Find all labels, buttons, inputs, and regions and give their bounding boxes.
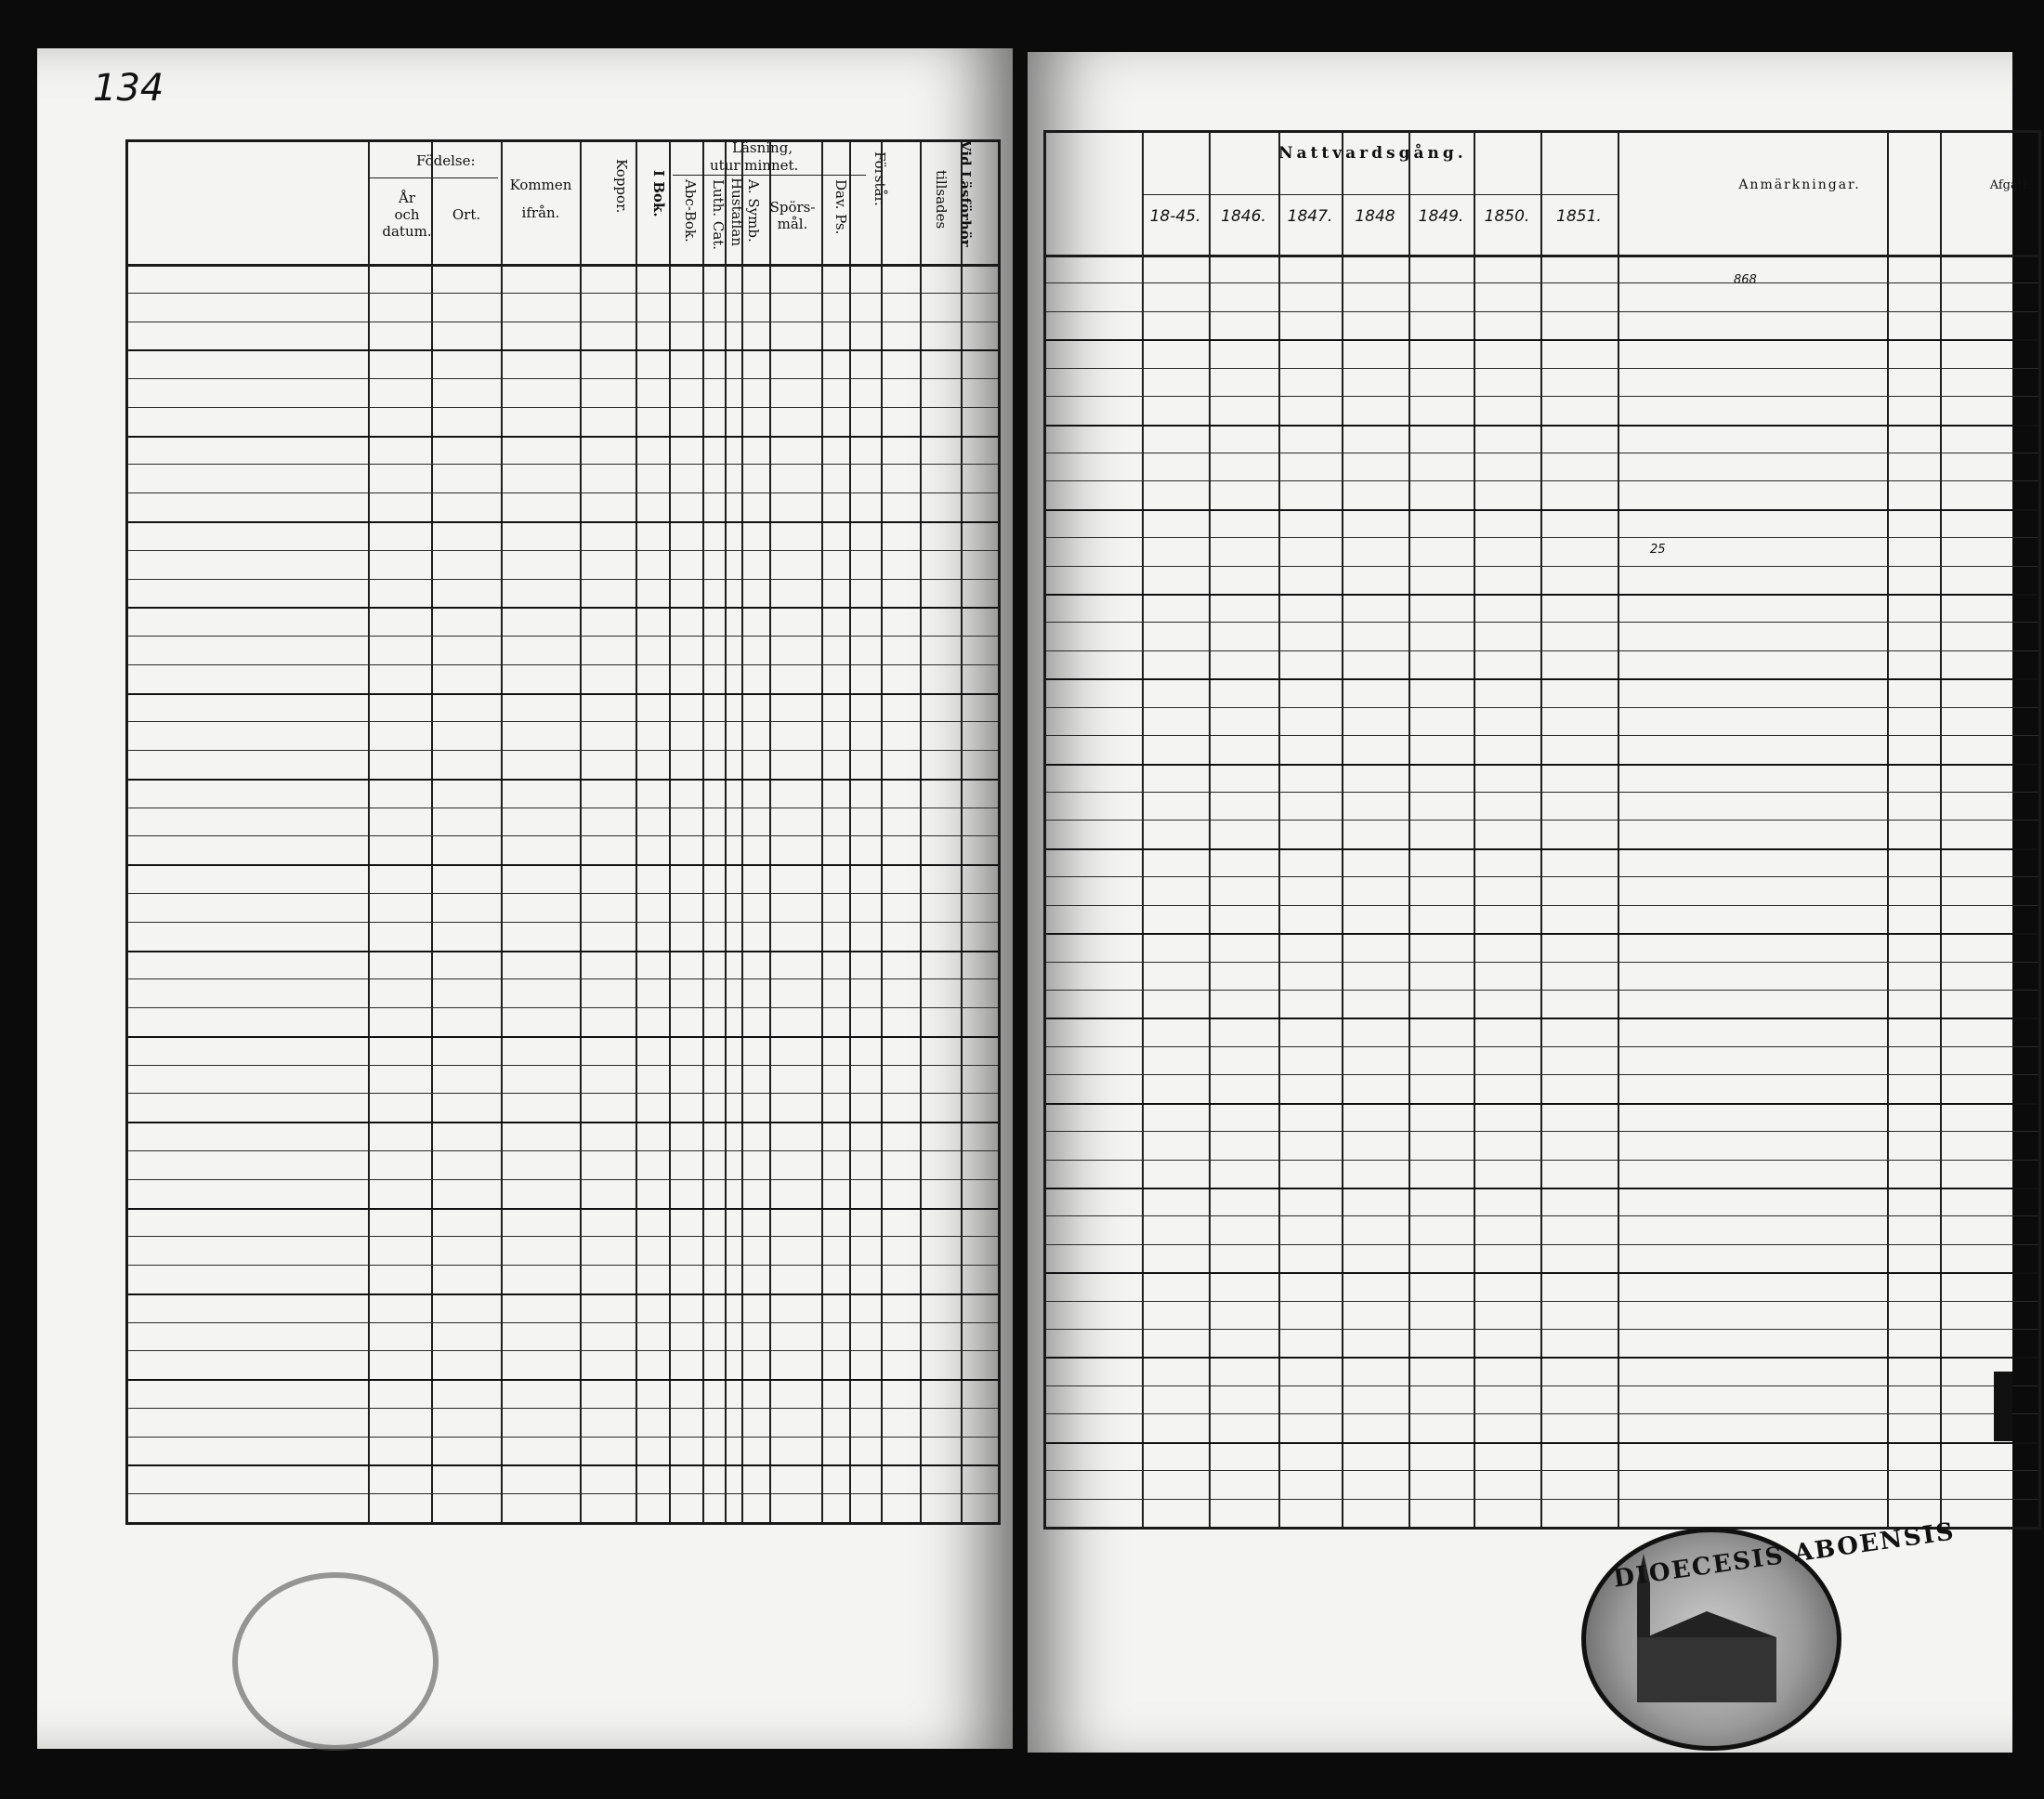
- right-row-line-21: [1046, 848, 2038, 850]
- left-row-line-41: [128, 1437, 998, 1438]
- i-bok-label: I Bok.: [650, 170, 667, 217]
- right-row-line-37: [1046, 1301, 2038, 1302]
- right-row-line-36: [1046, 1272, 2038, 1274]
- right-page: [1028, 52, 2032, 1753]
- anmarkningar-heading: Anmärkningar.: [1738, 177, 1861, 192]
- diocese-seal-stamp: [1581, 1517, 1958, 1751]
- year-3: 1847.: [1287, 207, 1333, 226]
- a-symb-label: A. Symb.: [745, 179, 762, 243]
- year-6: 1850.: [1484, 207, 1530, 226]
- right-row-line-17: [1046, 735, 2038, 736]
- left-row-line-1: [128, 293, 998, 294]
- right-row-line-4: [1046, 368, 2038, 369]
- left-row-line-40: [128, 1408, 998, 1409]
- right-row-line-28: [1046, 1046, 2038, 1047]
- left-row-line-6: [128, 436, 998, 438]
- left-parish-stamp: [232, 1572, 439, 1751]
- right-note-2: 25: [1650, 543, 1666, 557]
- right-row-line-18: [1046, 764, 2038, 766]
- right-row-line-35: [1046, 1244, 2038, 1245]
- left-row-line-31: [128, 1150, 998, 1151]
- left-row-line-32: [128, 1179, 998, 1180]
- left-row-line-8: [128, 492, 998, 493]
- left-row-line-20: [128, 835, 998, 836]
- right-row-line-26: [1046, 990, 2038, 991]
- left-row-line-5: [128, 407, 998, 408]
- left-row-line-17: [128, 750, 998, 751]
- left-row-line-14: [128, 664, 998, 665]
- right-row-line-20: [1046, 820, 2038, 821]
- left-row-line-30: [128, 1122, 998, 1123]
- right-row-line-44: [1046, 1499, 2038, 1500]
- fodelse-heading: Födelse:: [416, 152, 476, 169]
- left-row-line-4: [128, 378, 998, 379]
- luth-cat-label: Luth. Cat.: [710, 179, 727, 251]
- left-row-line-23: [128, 922, 998, 923]
- left-row-line-16: [128, 721, 998, 722]
- left-row-line-10: [128, 550, 998, 551]
- right-row-line-29: [1046, 1074, 2038, 1075]
- year-5: 1849.: [1418, 207, 1464, 226]
- right-row-line-9: [1046, 509, 2038, 511]
- left-row-line-15: [128, 693, 998, 695]
- left-row-line-26: [128, 1007, 998, 1008]
- left-row-line-18: [128, 779, 998, 781]
- koppor-label: Koppor.: [613, 159, 630, 214]
- left-row-line-25: [128, 978, 998, 979]
- left-page: [37, 48, 1013, 1749]
- right-row-line-40: [1046, 1385, 2038, 1386]
- left-row-line-42: [128, 1464, 998, 1466]
- nattvardsgang-heading: Nattvardsgång.: [1278, 144, 1467, 163]
- left-register-table: [125, 139, 1001, 1525]
- left-row-line-34: [128, 1236, 998, 1237]
- left-row-lines: [128, 139, 998, 1522]
- right-row-line-8: [1046, 480, 2038, 481]
- right-row-line-19: [1046, 792, 2038, 793]
- left-row-line-13: [128, 636, 998, 637]
- year-1: 18-45.: [1149, 207, 1201, 226]
- sporsmal-label-1: Spörs-: [769, 199, 816, 216]
- right-row-line-32: [1046, 1160, 2038, 1161]
- left-row-line-29: [128, 1093, 998, 1094]
- right-row-line-14: [1046, 650, 2038, 651]
- utur-minnet-heading: utur minnet.: [710, 157, 799, 174]
- right-row-line-5: [1046, 396, 2038, 397]
- right-row-line-15: [1046, 678, 2038, 680]
- lasning-heading: Läsning,: [732, 139, 793, 156]
- right-row-line-30: [1046, 1103, 2038, 1105]
- right-row-line-6: [1046, 425, 2038, 427]
- right-row-line-33: [1046, 1188, 2038, 1189]
- left-row-line-35: [128, 1265, 998, 1266]
- right-register-table: [1043, 130, 2041, 1530]
- abc-bok-label: Abc-Bok.: [682, 179, 699, 243]
- right-row-line-22: [1046, 876, 2038, 877]
- right-row-line-38: [1046, 1329, 2038, 1330]
- right-row-line-27: [1046, 1018, 2038, 1019]
- datum-label: datum.: [382, 223, 432, 240]
- right-row-line-39: [1046, 1357, 2038, 1359]
- ifran-label: ifrån.: [521, 204, 560, 221]
- ort-label: Ort.: [452, 206, 481, 223]
- dav-ps-label: Dav. Ps.: [832, 179, 849, 235]
- left-row-line-7: [128, 464, 998, 465]
- right-row-line-11: [1046, 566, 2038, 567]
- right-row-line-42: [1046, 1442, 2038, 1444]
- left-row-line-28: [128, 1065, 998, 1066]
- left-row-line-43: [128, 1493, 998, 1494]
- right-row-line-34: [1046, 1215, 2038, 1216]
- sporsmal-label-2: mål.: [777, 216, 808, 232]
- ar-label: År: [398, 190, 415, 206]
- left-row-line-38: [128, 1350, 998, 1351]
- year-7: 1851.: [1556, 207, 1602, 226]
- hustaflan-label: Hustaflan: [728, 177, 745, 247]
- left-row-line-36: [128, 1293, 998, 1295]
- page-number: 134: [93, 67, 164, 110]
- year-4: 1848: [1355, 207, 1395, 226]
- right-row-line-13: [1046, 622, 2038, 623]
- left-row-line-12: [128, 607, 998, 609]
- right-note-1: 868: [1734, 273, 1757, 287]
- left-row-line-3: [128, 349, 998, 351]
- right-row-line-2: [1046, 311, 2038, 312]
- left-row-line-22: [128, 893, 998, 894]
- och-label: och: [394, 206, 420, 223]
- kommen-label: Kommen: [509, 177, 572, 193]
- forstar-label: Förstår.: [871, 151, 888, 206]
- right-row-line-24: [1046, 933, 2038, 935]
- binding-tab: [1994, 1372, 2012, 1441]
- seal-text: DIOECESIS ABOENSIS: [1611, 1517, 1958, 1594]
- left-row-line-27: [128, 1036, 998, 1038]
- right-row-lines: [1046, 133, 2038, 1527]
- right-row-line-1: [1046, 282, 2038, 283]
- left-row-line-24: [128, 951, 998, 952]
- left-row-line-39: [128, 1379, 998, 1381]
- left-row-line-37: [128, 1322, 998, 1323]
- left-row-line-9: [128, 521, 998, 523]
- left-row-line-11: [128, 579, 998, 580]
- afgatt-heading: Afgått.: [1989, 178, 2032, 192]
- year-2: 1846.: [1221, 207, 1266, 226]
- right-row-line-25: [1046, 962, 2038, 963]
- right-row-line-23: [1046, 905, 2038, 906]
- right-row-line-12: [1046, 594, 2038, 596]
- right-row-line-43: [1046, 1470, 2038, 1471]
- vid-lasforhor-label: Vid Läsförhör: [957, 140, 974, 247]
- right-row-line-41: [1046, 1413, 2038, 1414]
- right-row-line-10: [1046, 537, 2038, 538]
- left-row-line-21: [128, 864, 998, 866]
- right-row-line-3: [1046, 339, 2038, 341]
- right-row-line-16: [1046, 707, 2038, 708]
- right-row-line-31: [1046, 1131, 2038, 1132]
- tillsades-label: tillsades: [933, 170, 950, 230]
- left-row-line-33: [128, 1208, 998, 1210]
